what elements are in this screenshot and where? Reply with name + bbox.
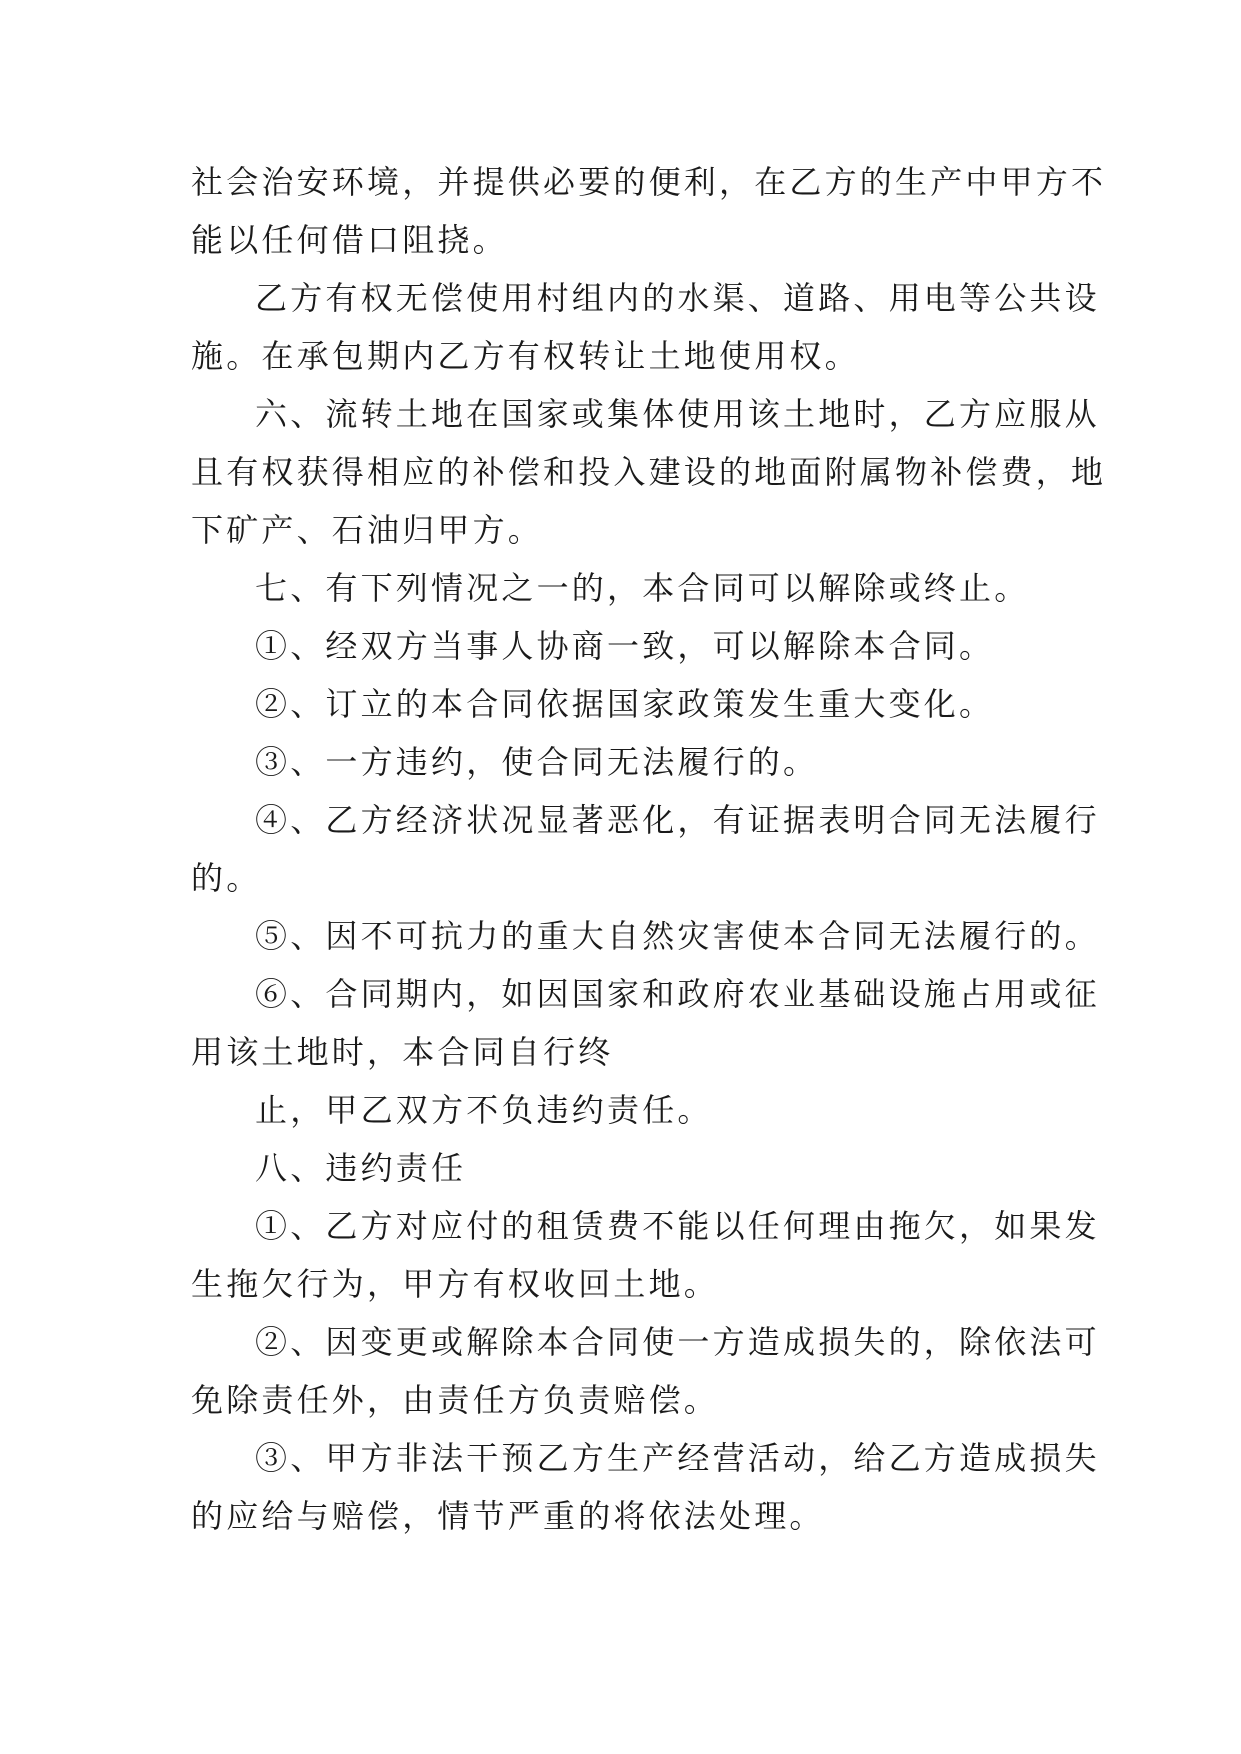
list-item: ⑥、合同期内，如因国家和政府农业基础设施占用或征	[255, 975, 1100, 1013]
text-line: 的。	[191, 859, 262, 897]
list-item: ③、一方违约，使合同无法履行的。	[255, 743, 819, 781]
section-heading-8: 八、违约责任	[255, 1149, 467, 1187]
section-heading-6: 六、流转土地在国家或集体使用该土地时，乙方应服从	[255, 395, 1100, 433]
text-line: 生拖欠行为，甲方有权收回土地。	[191, 1265, 720, 1303]
text-line: 用该土地时，本合同自行终	[191, 1033, 614, 1071]
text-line: 下矿产、石油归甲方。	[191, 511, 544, 549]
text-line: 施。在承包期内乙方有权转让土地使用权。	[191, 337, 860, 375]
list-item: ①、乙方对应付的租赁费不能以任何理由拖欠，如果发	[255, 1207, 1100, 1245]
text-line: 免除责任外，由责任方负责赔偿。	[191, 1381, 720, 1419]
text-line: 社会治安环境，并提供必要的便利，在乙方的生产中甲方不	[191, 163, 1107, 201]
list-item: ②、订立的本合同依据国家政策发生重大变化。	[255, 685, 995, 723]
list-item: ③、甲方非法干预乙方生产经营活动，给乙方造成损失	[255, 1439, 1100, 1477]
list-item: ②、因变更或解除本合同使一方造成损失的，除依法可	[255, 1323, 1100, 1361]
list-item: ⑤、因不可抗力的重大自然灾害使本合同无法履行的。	[255, 917, 1100, 955]
text-line: 的应给与赔偿，情节严重的将依法处理。	[191, 1497, 825, 1535]
text-line: 且有权获得相应的补偿和投入建设的地面附属物补偿费，地	[191, 453, 1107, 491]
text-line: 止，甲乙双方不负违约责任。	[255, 1091, 713, 1129]
paragraph-start: 乙方有权无偿使用村组内的水渠、道路、用电等公共设	[255, 279, 1100, 317]
list-item: ④、乙方经济状况显著恶化，有证据表明合同无法履行	[255, 801, 1100, 839]
section-heading-7: 七、有下列情况之一的，本合同可以解除或终止。	[255, 569, 1030, 607]
list-item: ①、经双方当事人协商一致，可以解除本合同。	[255, 627, 995, 665]
text-line: 能以任何借口阻挠。	[191, 221, 508, 259]
